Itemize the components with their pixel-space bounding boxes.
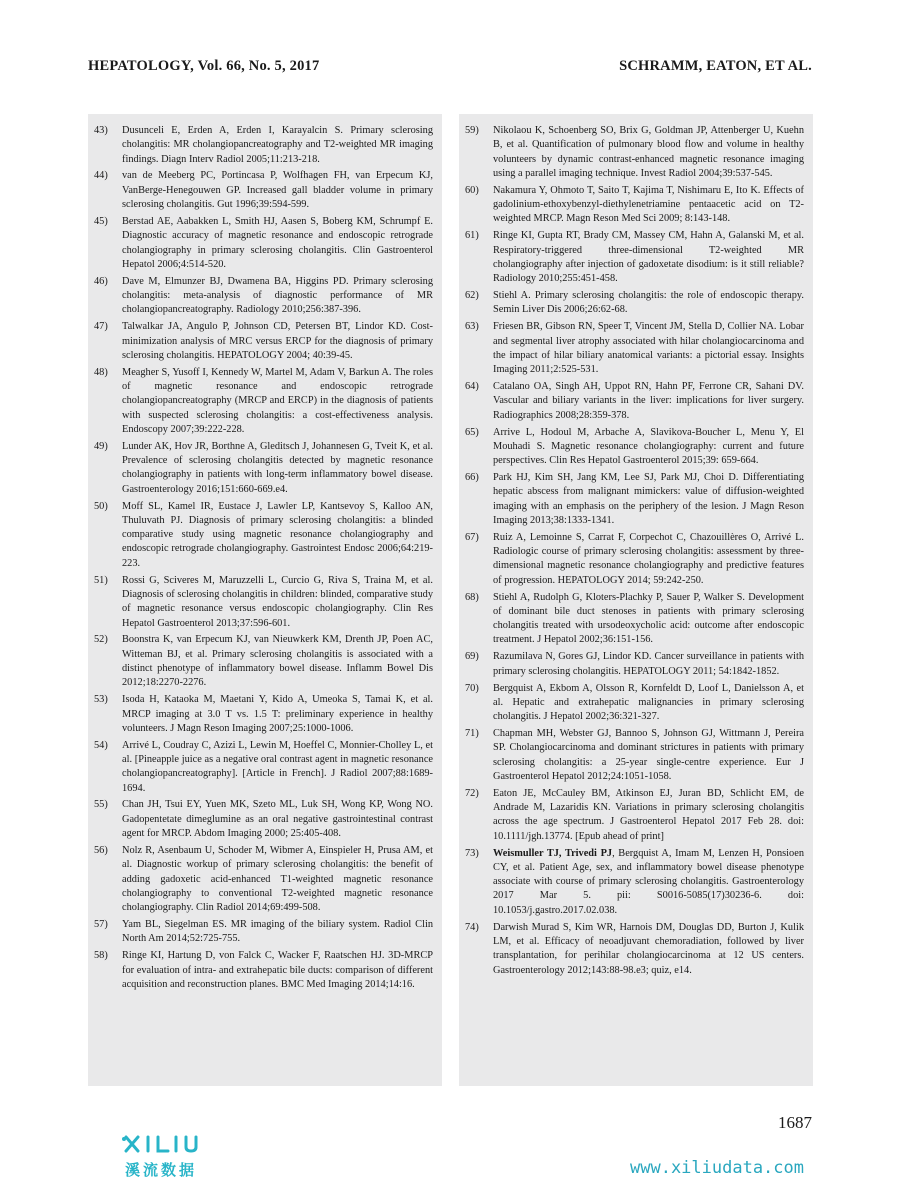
references-column-right [459,114,813,1086]
reference-text [493,289,804,318]
reference-number: 70) [465,682,479,694]
reference-number: 54) [94,739,108,751]
reference-body: Park HJ, Kim SH, Jang KM, Lee SJ, Park MJ, Choi D. Differentiating hepatic abscess from malignant mimickers: value of diffusion-weighted imaging with an emphasis on the periphery of the lesion. J Magn Reson Imaging 2013;38:1333-1341. [493,471,804,526]
reference-number: 65) [465,426,479,438]
reference-number: 69) [465,651,479,663]
reference-text [122,124,433,167]
reference-text [493,921,804,978]
reference-number: 60) [465,184,479,196]
reference-number: 48) [94,366,108,378]
reference-number: 72) [465,787,479,799]
reference-text [493,727,804,784]
reference-body: Bergquist A, Ekbom A, Olsson R, Kornfeldt D, Loof L, Danielsson A, et al. Hepatic and extrahepatic malignancies in primary sclerosing cholangitis. J Hepatol 2002;36:321-327. [493,682,804,723]
reference-text [122,949,433,992]
reference-body: Dave M, Elmunzer BJ, Dwamena BA, Higgins PD. Primary sclerosing cholangitis: meta-analysis of diagnostic performance of MR cholangiopancreatography. Radiology 2010;256:387-396. [122,275,433,316]
reference-text [493,591,804,648]
reference-item [94,124,433,167]
reference-item [465,184,804,227]
reference-number: 51) [94,574,108,586]
reference-text [493,184,804,227]
reference-item [465,426,804,469]
reference-body: Isoda H, Kataoka M, Maetani Y, Kido A, Umeoka S, Tamai K, et al. MRCP imaging at 3.0 T vs. 1.5 T: preliminary experience in healthy volunteers. J Magn Reson Imaging 2007;25:1000-1006. [122,694,433,734]
reference-number: 50) [94,500,108,512]
reference-item [465,531,804,588]
reference-body: Catalano OA, Singh AH, Uppot RN, Hahn PF, Ferrone CR, Sahani DV. Vascular and biliary variants in the liver: implications for liver surgery. Radiographics 2008;28:359-378. [493,381,804,421]
reference-number: 47) [94,321,108,333]
reference-item [465,847,804,918]
reference-body: Nolz R, Asenbaum U, Schoder M, Wibmer A, Einspieler H, Prusa AM, et al. Diagnostic workup of primary sclerosing cholangitis: the benefit of adding gadoxetic acid-enhanced T1-weighted magnetic resonance cholangiography to conventional T2-weighted magnetic resonance cholangiography. Clin Radiol 2014;69:499-508. [122,844,433,914]
reference-item [94,169,433,212]
reference-text [122,844,433,915]
reference-item [94,949,433,992]
reference-text [122,169,433,212]
reference-body: Yam BL, Siegelman ES. MR imaging of the biliary system. Radiol Clin North Am 2014;52:725-755. [122,919,433,945]
reference-item [465,320,804,377]
reference-item [465,650,804,679]
reference-number: 43) [94,125,108,136]
reference-item [465,727,804,784]
references-column-left [88,114,442,1086]
reference-number: 64) [465,381,479,393]
reference-body: Razumilava N, Gores GJ, Lindor KD. Cancer surveillance in patients with primary sclerosing cholangitis. HEPATOLOGY 2011; 54:1842-1852. [493,651,804,677]
highlighted-authors: Weismuller TJ, Trivedi PJ [493,847,613,859]
reference-item [94,320,433,363]
reference-item [465,591,804,648]
running-authors: SCHRAMM, EATON, ET AL. [619,58,812,74]
running-head [88,58,812,78]
reference-body: Berstad AE, Aabakken L, Smith HJ, Aasen S, Boberg KM, Schrumpf E. Diagnostic accuracy of magnetic resonance and endoscopic retrograde cholangiography in primary sclerosing cholangitis. Clin Gastroenterol Hepatol 2006;4:514-520. [122,215,433,270]
reference-text [122,440,433,497]
reference-item [465,380,804,423]
reference-number: 59) [465,125,479,136]
reference-item [465,921,804,978]
reference-text [493,787,804,844]
reference-body: van de Meeberg PC, Portincasa P, Wolfhagen FH, van Erpecum KJ, VanBerge-Henegouwen GP. Increased gall bladder volume in primary sclerosing cholangitis. Gut 1996;39:594-599. [122,170,433,211]
reference-text [493,124,804,181]
journal-citation: HEPATOLOGY, Vol. 66, No. 5, 2017 [88,58,320,74]
page-number: 1687 [778,1113,812,1132]
reference-body: Boonstra K, van Erpecum KJ, van Nieuwkerk KM, Drenth JP, Poen AC, Witteman BJ, et al. Primary sclerosing cholangitis is associated with a distinct phenotype of inflammatory bowel disease. Inflamm Bowel Dis 2012;18:2270-2276. [122,634,433,689]
reference-body: Talwalkar JA, Angulo P, Johnson CD, Petersen BT, Lindor KD. Cost-minimization analysis of MRC versus ERCP for the diagnosis of primary sclerosing cholangitis. HEPATOLOGY 2004; 40:39-45. [122,321,433,361]
reference-number: 67) [465,531,479,543]
reference-number: 63) [465,321,479,333]
reference-item [94,574,433,631]
reference-body: Nakamura Y, Ohmoto T, Saito T, Kajima T, Nishimaru E, Ito K. Effects of gadolinium-ethoxybenzyl-diethylenetriamine pentaacetic acid on T2-weighted MRCP. Magn Reson Med Sci 2009; 8:143-148. [493,184,804,225]
reference-text [122,366,433,437]
reference-text [493,847,804,918]
reference-number: 56) [94,844,108,856]
reference-number: 55) [94,799,108,811]
reference-text [122,500,433,571]
reference-number: 73) [465,847,479,859]
reference-number: 74) [465,921,479,933]
reference-body: Stiehl A, Rudolph G, Kloters-Plachky P, Sauer P, Walker S. Development of dominant bile duct stenoses in patients with primary sclerosing cholangitis treated with ursodeoxycholic acid: outcome after endoscopic treatment. J Hepatol 2002;36:151-156. [493,591,804,646]
reference-body: Lunder AK, Hov JR, Borthne A, Gleditsch J, Johannesen G, Tveit K, et al. Prevalence of sclerosing cholangitis detected by magnetic resonance cholangiography in patients with long-term inflammatory bowel disease. Gastroenterology 2016;151:660-669.e4. [122,440,433,495]
reference-item [94,500,433,571]
reference-body: Nikolaou K, Schoenberg SO, Brix G, Goldman JP, Attenberger U, Kuehn B, et al. Quantification of pulmonary blood flow and volume in healthy volunteers by dynamic contrast-enhanced magnetic resonance imaging using a parallel imaging technique. Invest Radiol 2004;39:537-545. [493,125,804,179]
reference-item [94,798,433,841]
reference-body: Rossi G, Sciveres M, Maruzzelli L, Curcio G, Riva S, Traina M, et al. Diagnosis of sclerosing cholangitis in children: blinded, comparative study of magnetic resonance versus endoscopic cholangiography. Clin Res Hepatol Gastroenterol 2013;37:596-601. [122,574,433,629]
reference-text [493,650,804,679]
reference-body: Ringe KI, Gupta RT, Brady CM, Massey CM, Hahn A, Galanski M, et al. Respiratory-triggered three-dimensional T2-weighted MR cholangiography after injection of gadoxetate disodium: is it still reliable? Radiology 2010;255:451-458. [493,230,804,285]
reference-text [122,798,433,841]
reference-item [465,471,804,528]
reference-item [94,275,433,318]
reference-item [94,633,433,690]
reference-number: 61) [465,230,479,242]
reference-text [122,215,433,272]
reference-text [122,918,433,947]
reference-body: , Bergquist A, Imam M, Lenzen H, Ponsioen CY, et al. Patient Age, sex, and inflammatory bowel disease phenotype associate with course of primary sclerosing cholangitis. Gastroenterology 2017 Mar 5. pii: S0016-5085(17)30236-6. doi: 10.1053/j.gastro.2017.02.038. [493,847,804,916]
reference-text [493,320,804,377]
reference-number: 49) [94,440,108,452]
reference-body: Ruiz A, Lemoinne S, Carrat F, Corpechot C, Chazouillères O, Arrivé L. Radiologic course of primary sclerosing cholangitis: assessment by three-dimensional magnetic resonance cholangiography and predictive features of progression. HEPATOLOGY 2014; 59:242-250. [493,531,804,586]
reference-item [94,215,433,272]
reference-number: 68) [465,591,479,603]
reference-item [465,229,804,286]
reference-number: 44) [94,170,108,182]
reference-text [493,229,804,286]
reference-text [122,693,433,736]
reference-item [94,844,433,915]
reference-number: 66) [465,471,479,483]
reference-number: 62) [465,290,479,302]
reference-item [465,289,804,318]
reference-body: Dusunceli E, Erden A, Erden I, Karayalcin S. Primary sclerosing cholangitis: MR cholangiopancreatography and T2-weighted MR imaging findings. Diagn Interv Radiol 2005;11:213-218. [122,125,433,165]
reference-item [465,682,804,725]
reference-number: 57) [94,919,108,931]
website-watermark: www.xiliudata.com [630,1158,804,1178]
reference-text [493,380,804,423]
reference-item [94,739,433,796]
reference-number: 58) [94,950,108,962]
reference-body: Friesen BR, Gibson RN, Speer T, Vincent JM, Stella D, Collier NA. Lobar and segmental liver atrophy associated with hilar cholangiocarcinoma and the impact of hilar biliary anatomical variants: a pictorial essay. Insights Imaging 2011;2:525-531. [493,321,804,376]
reference-body: Darwish Murad S, Kim WR, Harnois DM, Douglas DD, Burton J, Kulik LM, et al. Efficacy of neoadjuvant chemoradiation, followed by liver transplantation, for perihilar cholangiocarcinoma at 12 US centers. Gastroenterology 2012;143:88-98.e3; quiz, e14. [493,921,804,976]
reference-text [493,682,804,725]
reference-body: Ringe KI, Hartung D, von Falck C, Wacker F, Raatschen HJ. 3D-MRCP for evaluation of intra- and extrahepatic bile ducts: comparison of different acquisition and reconstruction planes. BMC Med Imaging 2014;14:16. [122,950,433,990]
reference-number: 53) [94,694,108,706]
reference-text [493,471,804,528]
reference-item [94,440,433,497]
reference-text [122,739,433,796]
reference-text [122,320,433,363]
reference-body: Chapman MH, Webster GJ, Bannoo S, Johnson GJ, Wittmann J, Pereira SP. Cholangiocarcinoma and dominant strictures in patients with primary sclerosing cholangitis: a 25-year single-centre experience. Eur J Gastroenterol Hepatol 2012;24:1051-1058. [493,728,804,782]
reference-item [94,366,433,437]
reference-body: Chan JH, Tsui EY, Yuen MK, Szeto ML, Luk SH, Wong KP, Wong NO. Gadopentetate dimeglumine as an oral negative gastrointestinal contrast agent for MRCP. Abdom Imaging 2000; 25:405-408. [122,799,433,840]
logo-chinese-text: 溪流数据 [124,1161,198,1179]
reference-body: Eaton JE, McCauley BM, Atkinson EJ, Juran BD, Schlicht EM, de Andrade M, Lazaridis KN. Variations in primary sclerosing cholangitis across the age spectrum. J Gastroenterol Hepatol 2017 Feb 28. doi: 10.1111/jgh.13774. [Epub ahead of print] [493,787,804,842]
reference-text [122,275,433,318]
reference-item [465,124,804,181]
reference-item [465,787,804,844]
reference-text [493,426,804,469]
xiliu-logo-icon [116,1133,206,1181]
reference-text [493,531,804,588]
reference-body: Arrivé L, Coudray C, Azizi L, Lewin M, Hoeffel C, Monnier-Cholley L, et al. [Pineapple juice as a negative oral contrast agent in magnetic resonance cholangiopancreatography]. [Article in French]. J Radiol 2007;88:1689-1694. [122,739,433,794]
reference-text [122,574,433,631]
reference-number: 46) [94,275,108,287]
reference-body: Arrive L, Hodoul M, Arbache A, Slavikova-Boucher L, Menu Y, El Mouhadi S. Magnetic resonance cholangiography: current and future perspectives. Clin Res Hepatol Gastroenterol 2015;39: 659-664. [493,426,804,467]
reference-item [94,693,433,736]
reference-body: Stiehl A. Primary sclerosing cholangitis: the role of endoscopic therapy. Semin Liver Dis 2006;26:62-68. [493,290,804,316]
reference-body: Moff SL, Kamel IR, Eustace J, Lawler LP, Kantsevoy S, Kalloo AN, Thuluvath PJ. Diagnosis of primary sclerosing cholangitis: a blinded comparative study using magnetic resonance cholangiography and endoscopic retrograde cholangiography. Gastrointest Endosc 2006;64:219-223. [122,500,433,569]
reference-item [94,918,433,947]
reference-text [122,633,433,690]
reference-body: Meagher S, Yusoff I, Kennedy W, Martel M, Adam V, Barkun A. The roles of magnetic resonance and endoscopic retrograde cholangiopancreatography (MRCP and ERCP) in the diagnosis of patients with suspected sclerosing cholangitis: a cost-effectiveness analysis. Endoscopy 2007;39:222-228. [122,366,433,435]
reference-number: 71) [465,728,479,739]
reference-number: 52) [94,634,108,646]
reference-number: 45) [94,215,108,227]
